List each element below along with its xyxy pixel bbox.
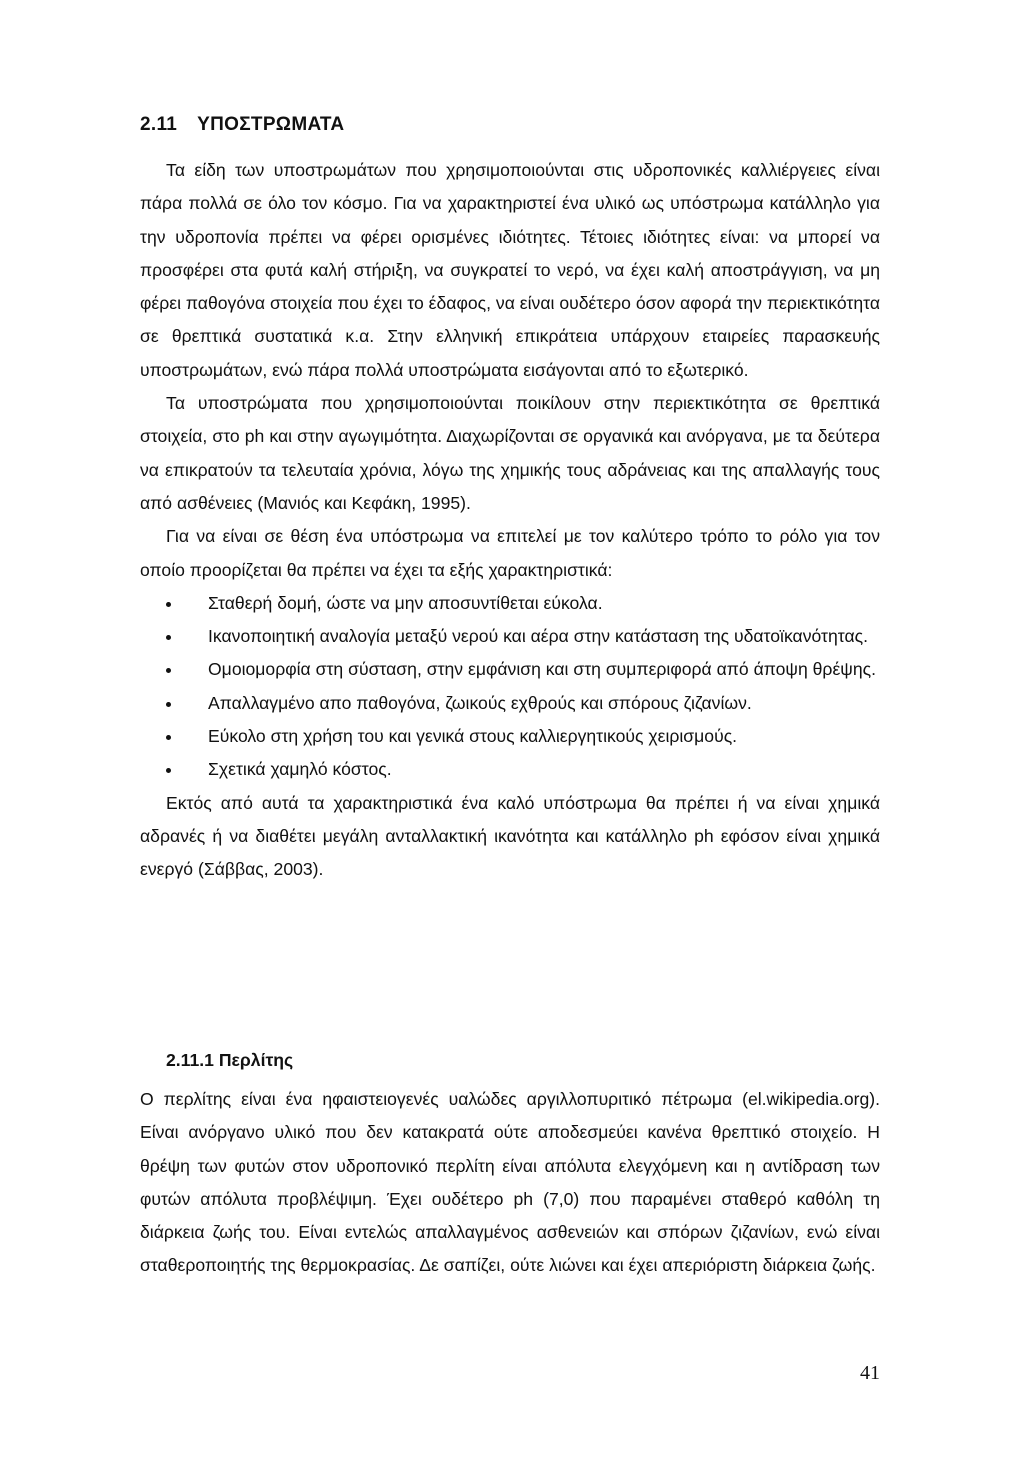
paragraph-additional: Εκτός από αυτά τα χαρακτηριστικά ένα καλό υπόστρωμα θα πρέπει ή να είναι χημικά αδρανές ή να διαθέτει μεγάλη ανταλλακτική ικανότητα και κατάλληλο ph εφόσον είναι χημικά ενεργό (Σάββας, 2003). <box>140 792 880 880</box>
characteristics-list <box>140 587 880 787</box>
list-item: Ικανοποιητική αναλογία μεταξύ νερού και αέρα στην κατάσταση της υδατοϊκανότητας. <box>140 620 880 653</box>
bullet-icon <box>166 635 171 640</box>
bullet-icon <box>166 768 171 773</box>
paragraph-intro: Τα είδη των υποστρωμάτων που χρησιμοποιούνται στις υδροπονικές καλλιέργειες είναι πάρα πολλά σε όλο τον κόσμο. Για να χαρακτηριστεί ένα υλικό ως υπόστρωμα κατάλληλο για την υδροπονία πρέπει να φέρει ορισμένες ιδιότητες. Τέτοιες ιδιότητες είναι: να μπορεί να προσφέρει στα φυτά καλή στήριξη, να συγκρατεί το νερό, να έχει καλή αποστράγγιση, να μη φέρει παθογόνα στοιχεία που έχει το έδαφος, να είναι ουδέτερο όσον αφορά την περιεκτικότητα σε θρεπτικά συστατικά κ.α. Στην ελληνική επικράτεια υπάρχουν εταιρείες παρασκευής υποστρωμάτων, ενώ πάρα πολλά υποστρώματα εισάγονται από το εξωτερικό. <box>140 160 880 380</box>
bullet-icon <box>166 702 171 707</box>
paragraph-substrate-types: Τα υποστρώματα που χρησιμοποιούνται ποικίλουν στην περιεκτικότητα σε θρεπτικά στοιχεία, στο ph και στην αγωγιμότητα. Διαχωρίζονται σε οργανικά και ανόργανα, με τα δεύτερα να επικρατούν τα τελευταία χρόνια, λόγω της χημικής τους αδράνειας και της απαλλαγής τους από ασθένειες (Μανιός και Κεφάκη, 1995). <box>140 393 880 513</box>
page-number: 41 <box>860 1362 880 1384</box>
paragraph-perlite: Ο περλίτης είναι ένα ηφαιστειογενές υαλώδες αργιλλοπυριτικό πέτρωμα (el.wikipedia.org). Είναι ανόργανο υλικό που δεν κατακρατά ούτε αποδεσμεύει κανένα θρεπτικό στοιχείο. Η θρέψη των φυτών στον υδροπονικό περλίτη είναι απόλυτα ελεγχόμενη και η αντίδραση των φυτών απόλυτα προβλέψιμη. Έχει ουδέτερο ph (7,0) που παραμένει σταθερό καθόλη τη διάρκεια ζωής του. Είναι εντελώς απαλλαγμένος ασθενειών και σπόρων ζιζανίων, ενώ είναι σταθεροποιητής της θερμοκρασίας. Δε σαπίζει, ούτε λιώνει και έχει απεριόριστη διάρκεια ζωής. <box>140 1089 880 1276</box>
list-item: Απαλλαγμένο απο παθογόνα, ζωικούς εχθρούς και σπόρους ζιζανίων. <box>140 687 880 720</box>
bullet-icon <box>166 735 171 740</box>
bullet-icon <box>166 602 171 607</box>
list-item: Εύκολο στη χρήση του και γενικά στους καλλιεργητικούς χειρισμούς. <box>140 720 880 753</box>
list-item: Ομοιομορφία στη σύσταση, στην εμφάνιση και στη συμπεριφορά από άποψη θρέψης. <box>140 653 880 686</box>
bullet-icon <box>166 668 171 673</box>
subsection-number: 2.11.1 <box>166 1050 214 1070</box>
paragraph-characteristics-intro: Για να είναι σε θέση ένα υπόστρωμα να επιτελεί με τον καλύτερο τρόπο το ρόλο για τον οποίο προορίζεται θα πρέπει να έχει τα εξής χαρακτηριστικά: <box>140 526 880 580</box>
subsection-heading <box>166 1050 293 1071</box>
list-item: Σταθερή δομή, ώστε να μην αποσυντίθεται εύκολα. <box>140 587 880 620</box>
main-text-block <box>140 154 880 887</box>
subsection-title: Περλίτης <box>218 1050 294 1070</box>
section-title: ΥΠΟΣΤΡΩΜΑΤΑ <box>197 114 345 135</box>
perlite-text-block <box>140 1083 880 1283</box>
section-heading <box>140 114 344 136</box>
section-number: 2.11 <box>140 114 178 135</box>
list-item: Σχετικά χαμηλό κόστος. <box>140 753 880 786</box>
